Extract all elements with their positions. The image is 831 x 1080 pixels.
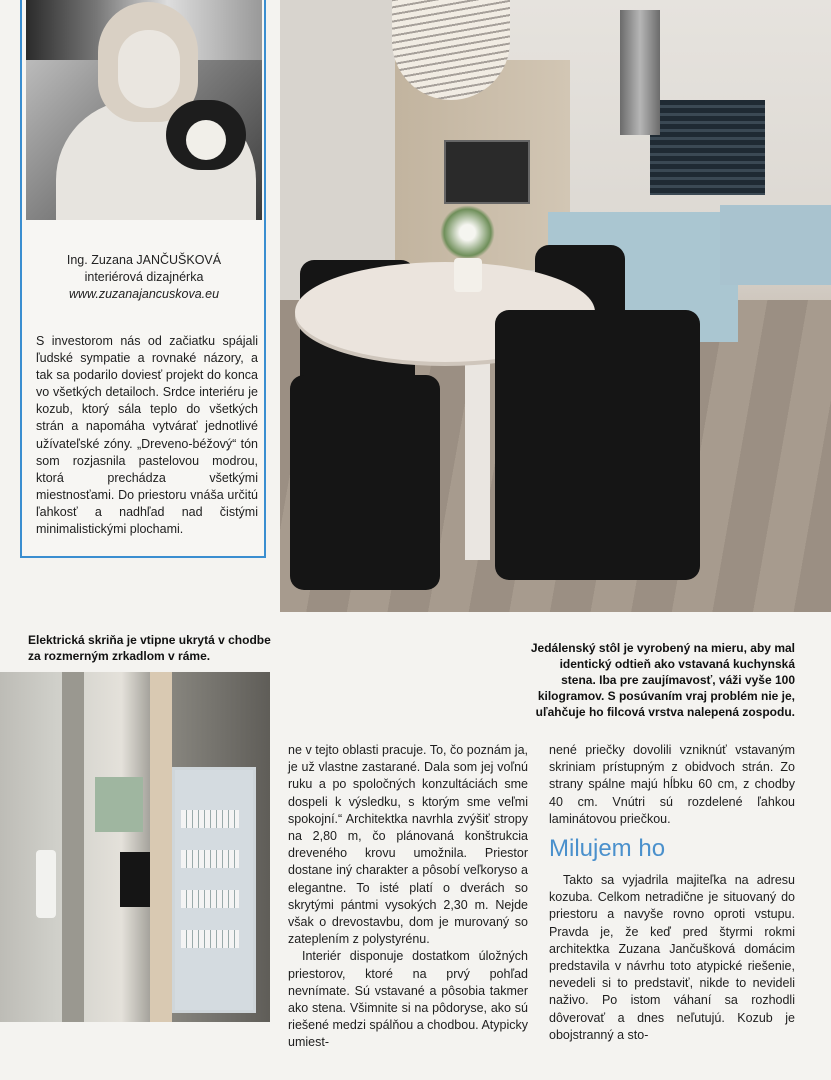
wood-door-edge <box>150 672 172 1022</box>
chair-front-left <box>290 375 440 590</box>
window-shape <box>95 777 143 832</box>
chair-front-right <box>495 310 700 580</box>
designer-portrait-photo <box>26 0 262 220</box>
designer-role: interiérová dizajnérka <box>84 270 204 284</box>
door-frame <box>62 672 84 1022</box>
kitchen-counter <box>720 205 831 285</box>
section-heading: Milujem ho <box>549 835 666 863</box>
wall-shape <box>280 0 400 300</box>
dog-face-shape <box>186 120 226 160</box>
breaker-row <box>181 810 239 828</box>
orchid-flower <box>440 205 495 260</box>
breaker-row <box>181 890 239 908</box>
designer-quote: S investorom nás od začiatku spájali ľudské sympatie a rovnaké názory, a tak sa podarilo doviesť projekt do konca vo všetkých detailoch. Srdce interiéru je kozub, ktorý sála teplo do všetkých strán a napomáha vytvárať jednotlivé užívateľské zóny. „Dreveno-béžový“ tón som rozjasnila pastelovou modrou, ktorá prechádza všetkými miestnosťami. Do priestoru vnáša určitú ľahkosť a nadhľad nad čistými minimalistickými plochami. <box>36 334 258 537</box>
table-leg <box>465 350 490 560</box>
designer-name: Ing. Zuzana JANČUŠKOVÁ <box>66 253 222 267</box>
oven-shape <box>444 140 530 204</box>
cylinder-hood <box>620 10 660 135</box>
article-column-2 <box>549 742 795 1044</box>
breaker-row <box>181 930 239 948</box>
article-paragraph: Interiér disponuje dostatkom úložných priestorov, ktoré na prvý pohľad nevnímate. Sú vstavané a pôsobia takmer ako stena. Všimnite si na pôdoryse, ako sú riešené medzi spálňou a chodbou. Atypicky umiest- <box>288 949 528 1050</box>
vase-shape <box>454 258 482 292</box>
table-photo-caption: Jedálenský stôl je vyrobený na mieru, aby mal identický odtieň ako vstavaná kuchynská stena. Iba pre zaujímavosť, váži vyše 100 kilogramov. S posúvaním vraj problém nie je, uľahčuje ho filcová vrstva nalepená zospodu. <box>530 641 795 719</box>
article-paragraph: Takto sa vyjadrila majiteľka na adresu kozuba. Celkom netradične je situovaný do priestoru a navyše rovno oproti vstupu. Pravda je, že keď pred štyrmi rokmi architektka Zuzana Jančušková domácim predstavila v návrhu toto atypické riešenie, nevedeli si to predstaviť, nikde to nevideli naživo. Po istom váhaní sa rozhodli dôverovať a dnes neľutujú. Kozub je obojstranný a sto- <box>549 873 795 1042</box>
person-face-shape <box>118 30 180 108</box>
article-paragraph: nené priečky dovolili vzniknúť vstavaným skriniam prístupným z obidvoch strán. Zo strany spálne majú hĺbku 60 cm, z chodby 40 cm. Vnútri sú rozdelené ľahkou laminátovou priečkou. <box>549 743 795 826</box>
intercom-shape <box>36 850 56 918</box>
electrical-panel <box>172 767 256 1013</box>
designer-caption <box>26 252 262 303</box>
hallway-photo <box>0 672 270 1022</box>
fireplace-shape <box>120 852 150 907</box>
designer-website: www.zuzanajancuskova.eu <box>68 287 220 301</box>
article-paragraph: ne v tejto oblasti pracuje. To, čo poznám ja, je už vlastne zastarané. Dala som jej voľnú ruku a po spoločných konzultáciách sme dospeli k výsledku, s ktorým sme veľmi spokojní.“ Architektka navrhla zvýšiť stropy na 2,80 m, čo plánovaná konštrukcia dreveného krovu umožnila. Priestor dostane iný charakter a pôsobí veľkoryso a elegantne. To isté platí o dverách so skrytými pántmi vysokých 2,30 m. Nejde však o drevostavbu, dom je murovaný so zateplením z polystyrénu. <box>288 743 528 947</box>
article-column-1 <box>288 742 528 1052</box>
breaker-row <box>181 850 239 868</box>
hall-photo-caption: Elektrická skriňa je vtipne ukrytá v chodbe za rozmerným zrkadlom v ráme. <box>28 633 271 663</box>
window-blinds <box>650 100 765 195</box>
kitchen-dining-photo <box>280 0 831 612</box>
